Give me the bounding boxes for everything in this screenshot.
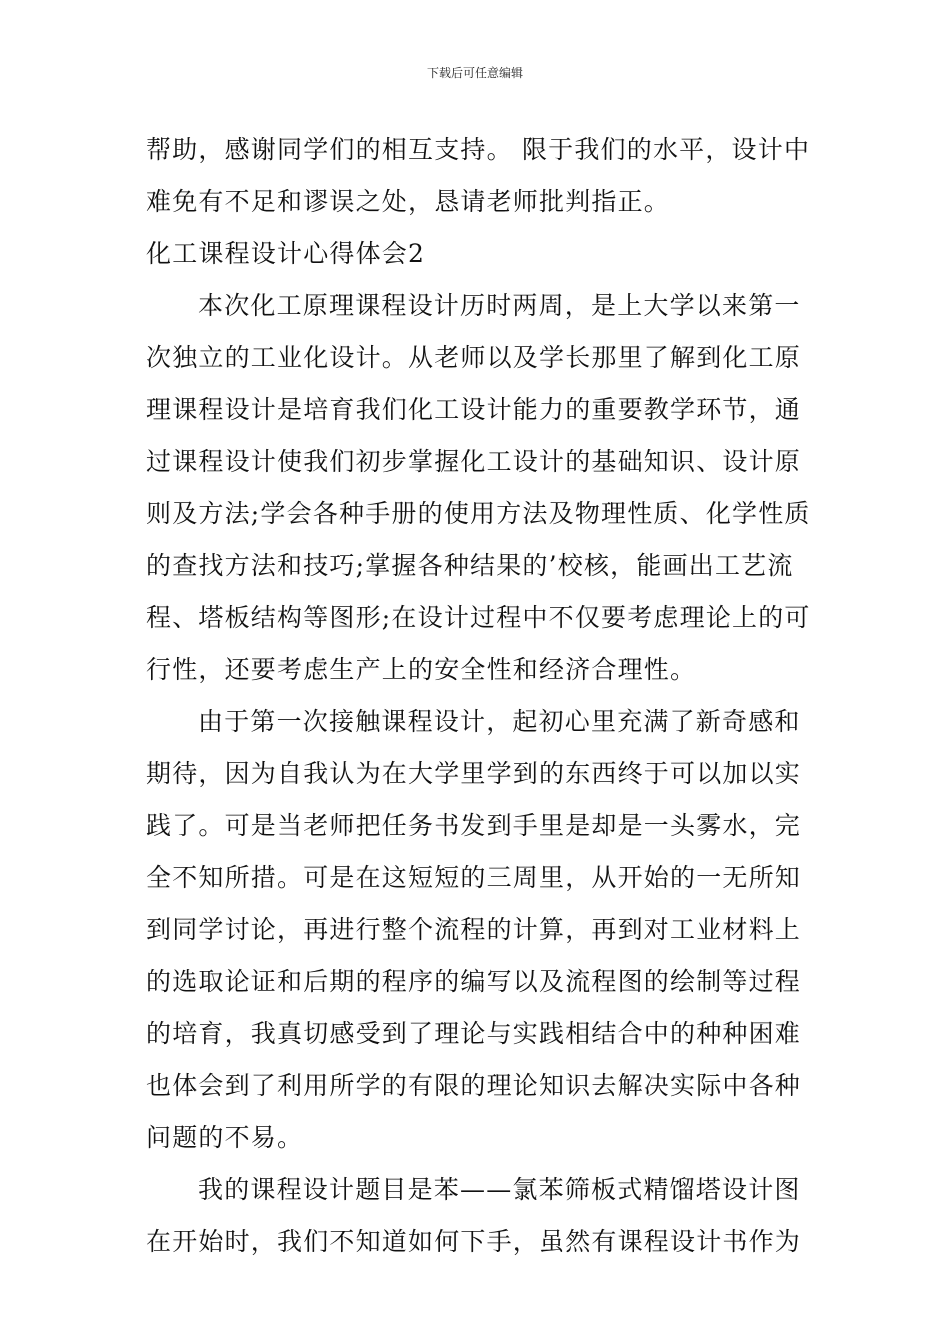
text-line: 则及方法;学会各种手册的使用方法及物理性质、化学性质 — [146, 499, 811, 528]
text-line: 行性，还要考虑生产上的安全性和经济合理性。 — [146, 655, 697, 684]
text-line: 问题的不易。 — [146, 1123, 304, 1152]
text-line: 本次化工原理课程设计历时两周，是上大学以来第一 — [198, 291, 801, 320]
text-line: 次独立的工业化设计。从老师以及学长那里了解到化工原 — [146, 343, 802, 372]
page-header-note: 下载后可任意编辑 — [426, 66, 523, 80]
text-line: 全不知所措。可是在这短短的三周里，从开始的一无所知 — [146, 863, 802, 892]
text-line: 理课程设计是培育我们化工设计能力的重要教学环节，通 — [146, 395, 802, 424]
text-line: 践了。可是当老师把任务书发到手里是却是一头雾水，完 — [146, 811, 802, 840]
text-line: 难免有不足和谬误之处，恳请老师批判指正。 — [146, 187, 671, 216]
text-line: 程、塔板结构等图形;在设计过程中不仅要考虑理论上的可 — [146, 603, 811, 632]
text-line: 期待，因为自我认为在大学里学到的东西终于可以加以实 — [146, 759, 802, 788]
section-title: 化工课程设计心得体会2 — [146, 239, 426, 268]
text-line: 由于第一次接触课程设计，起初心里充满了新奇感和 — [198, 707, 801, 736]
text-line: 也体会到了利用所学的有限的理论知识去解决实际中各种 — [146, 1071, 802, 1100]
text-line: 到同学讨论，再进行整个流程的计算，再到对工业材料上 — [146, 915, 802, 944]
text-line: 帮助，感谢同学们的相互支持。 限于我们的水平，设计中 — [146, 135, 811, 164]
text-line: 我的课程设计题目是苯——氯苯筛板式精馏塔设计图 — [198, 1175, 801, 1204]
text-line: 的培育，我真切感受到了理论与实践相结合中的种种困难 — [146, 1019, 802, 1048]
text-line: 在开始时，我们不知道如何下手，虽然有课程设计书作为 — [146, 1227, 802, 1256]
text-line: 的选取论证和后期的程序的编写以及流程图的绘制等过程 — [146, 967, 802, 996]
text-line: 过课程设计使我们初步掌握化工设计的基础知识、设计原 — [146, 447, 802, 476]
text-line: 的查找方法和技巧;掌握各种结果的’校核，能画出工艺流 — [146, 551, 794, 580]
document-body — [146, 124, 811, 1268]
